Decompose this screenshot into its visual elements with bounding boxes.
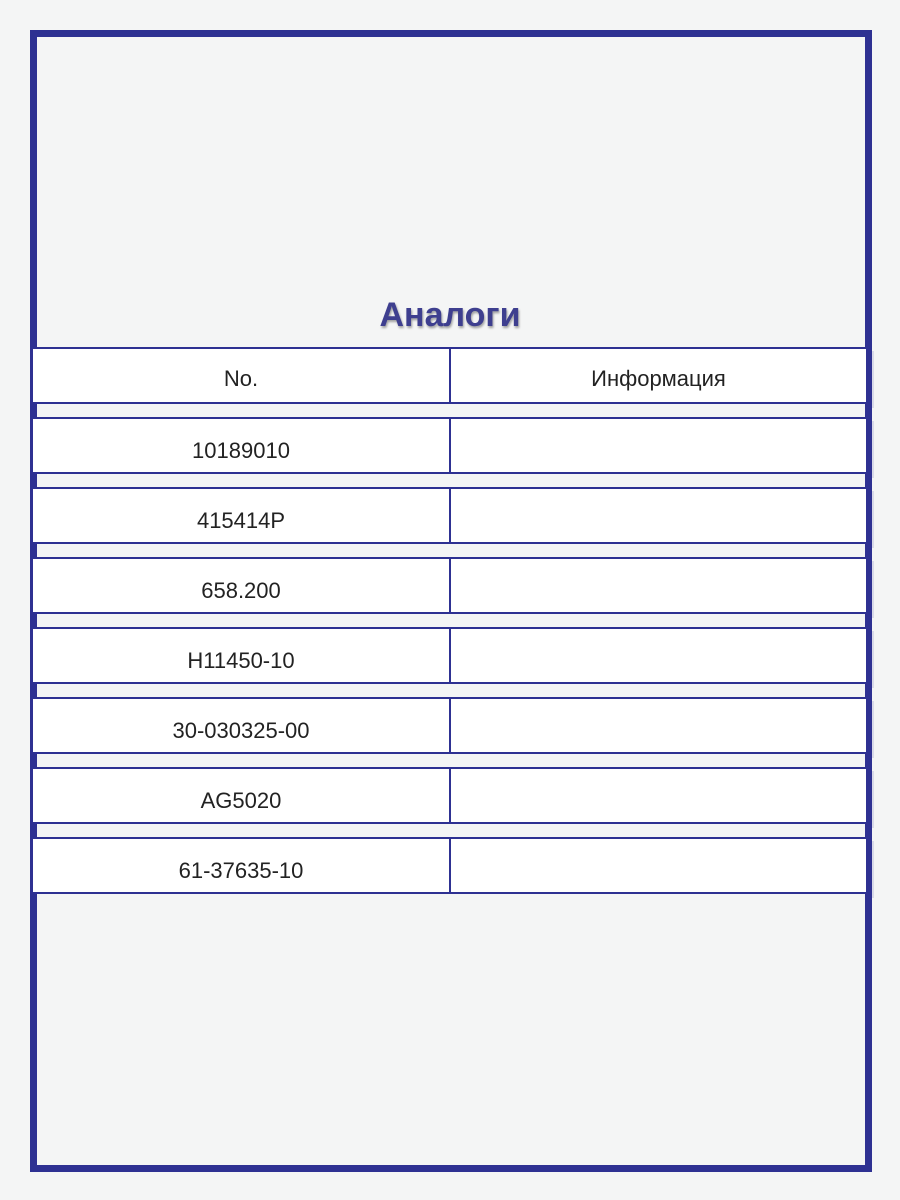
table-row	[31, 697, 870, 754]
table-row	[31, 767, 870, 824]
table-row	[31, 487, 870, 544]
part-number-cell: AG5020	[31, 767, 451, 824]
info-cell	[449, 767, 868, 824]
table-row	[31, 627, 870, 684]
part-number-cell: 30-030325-00	[31, 697, 451, 754]
part-number-cell: H11450-10	[31, 627, 451, 684]
info-cell	[449, 487, 868, 544]
page-title: Аналоги	[379, 296, 521, 334]
part-number-cell: 10189010	[31, 417, 451, 474]
table-row	[31, 557, 870, 614]
info-cell	[449, 627, 868, 684]
info-cell	[449, 837, 868, 894]
info-cell	[449, 557, 868, 614]
table-header-row	[31, 347, 870, 404]
header-no: No.	[31, 347, 451, 404]
info-cell	[449, 697, 868, 754]
header-info: Информация	[449, 347, 868, 404]
table-row	[31, 417, 870, 474]
table-row	[31, 837, 870, 894]
part-number-cell: 658.200	[31, 557, 451, 614]
part-number-cell: 415414P	[31, 487, 451, 544]
info-cell	[449, 417, 868, 474]
part-number-cell: 61-37635-10	[31, 837, 451, 894]
